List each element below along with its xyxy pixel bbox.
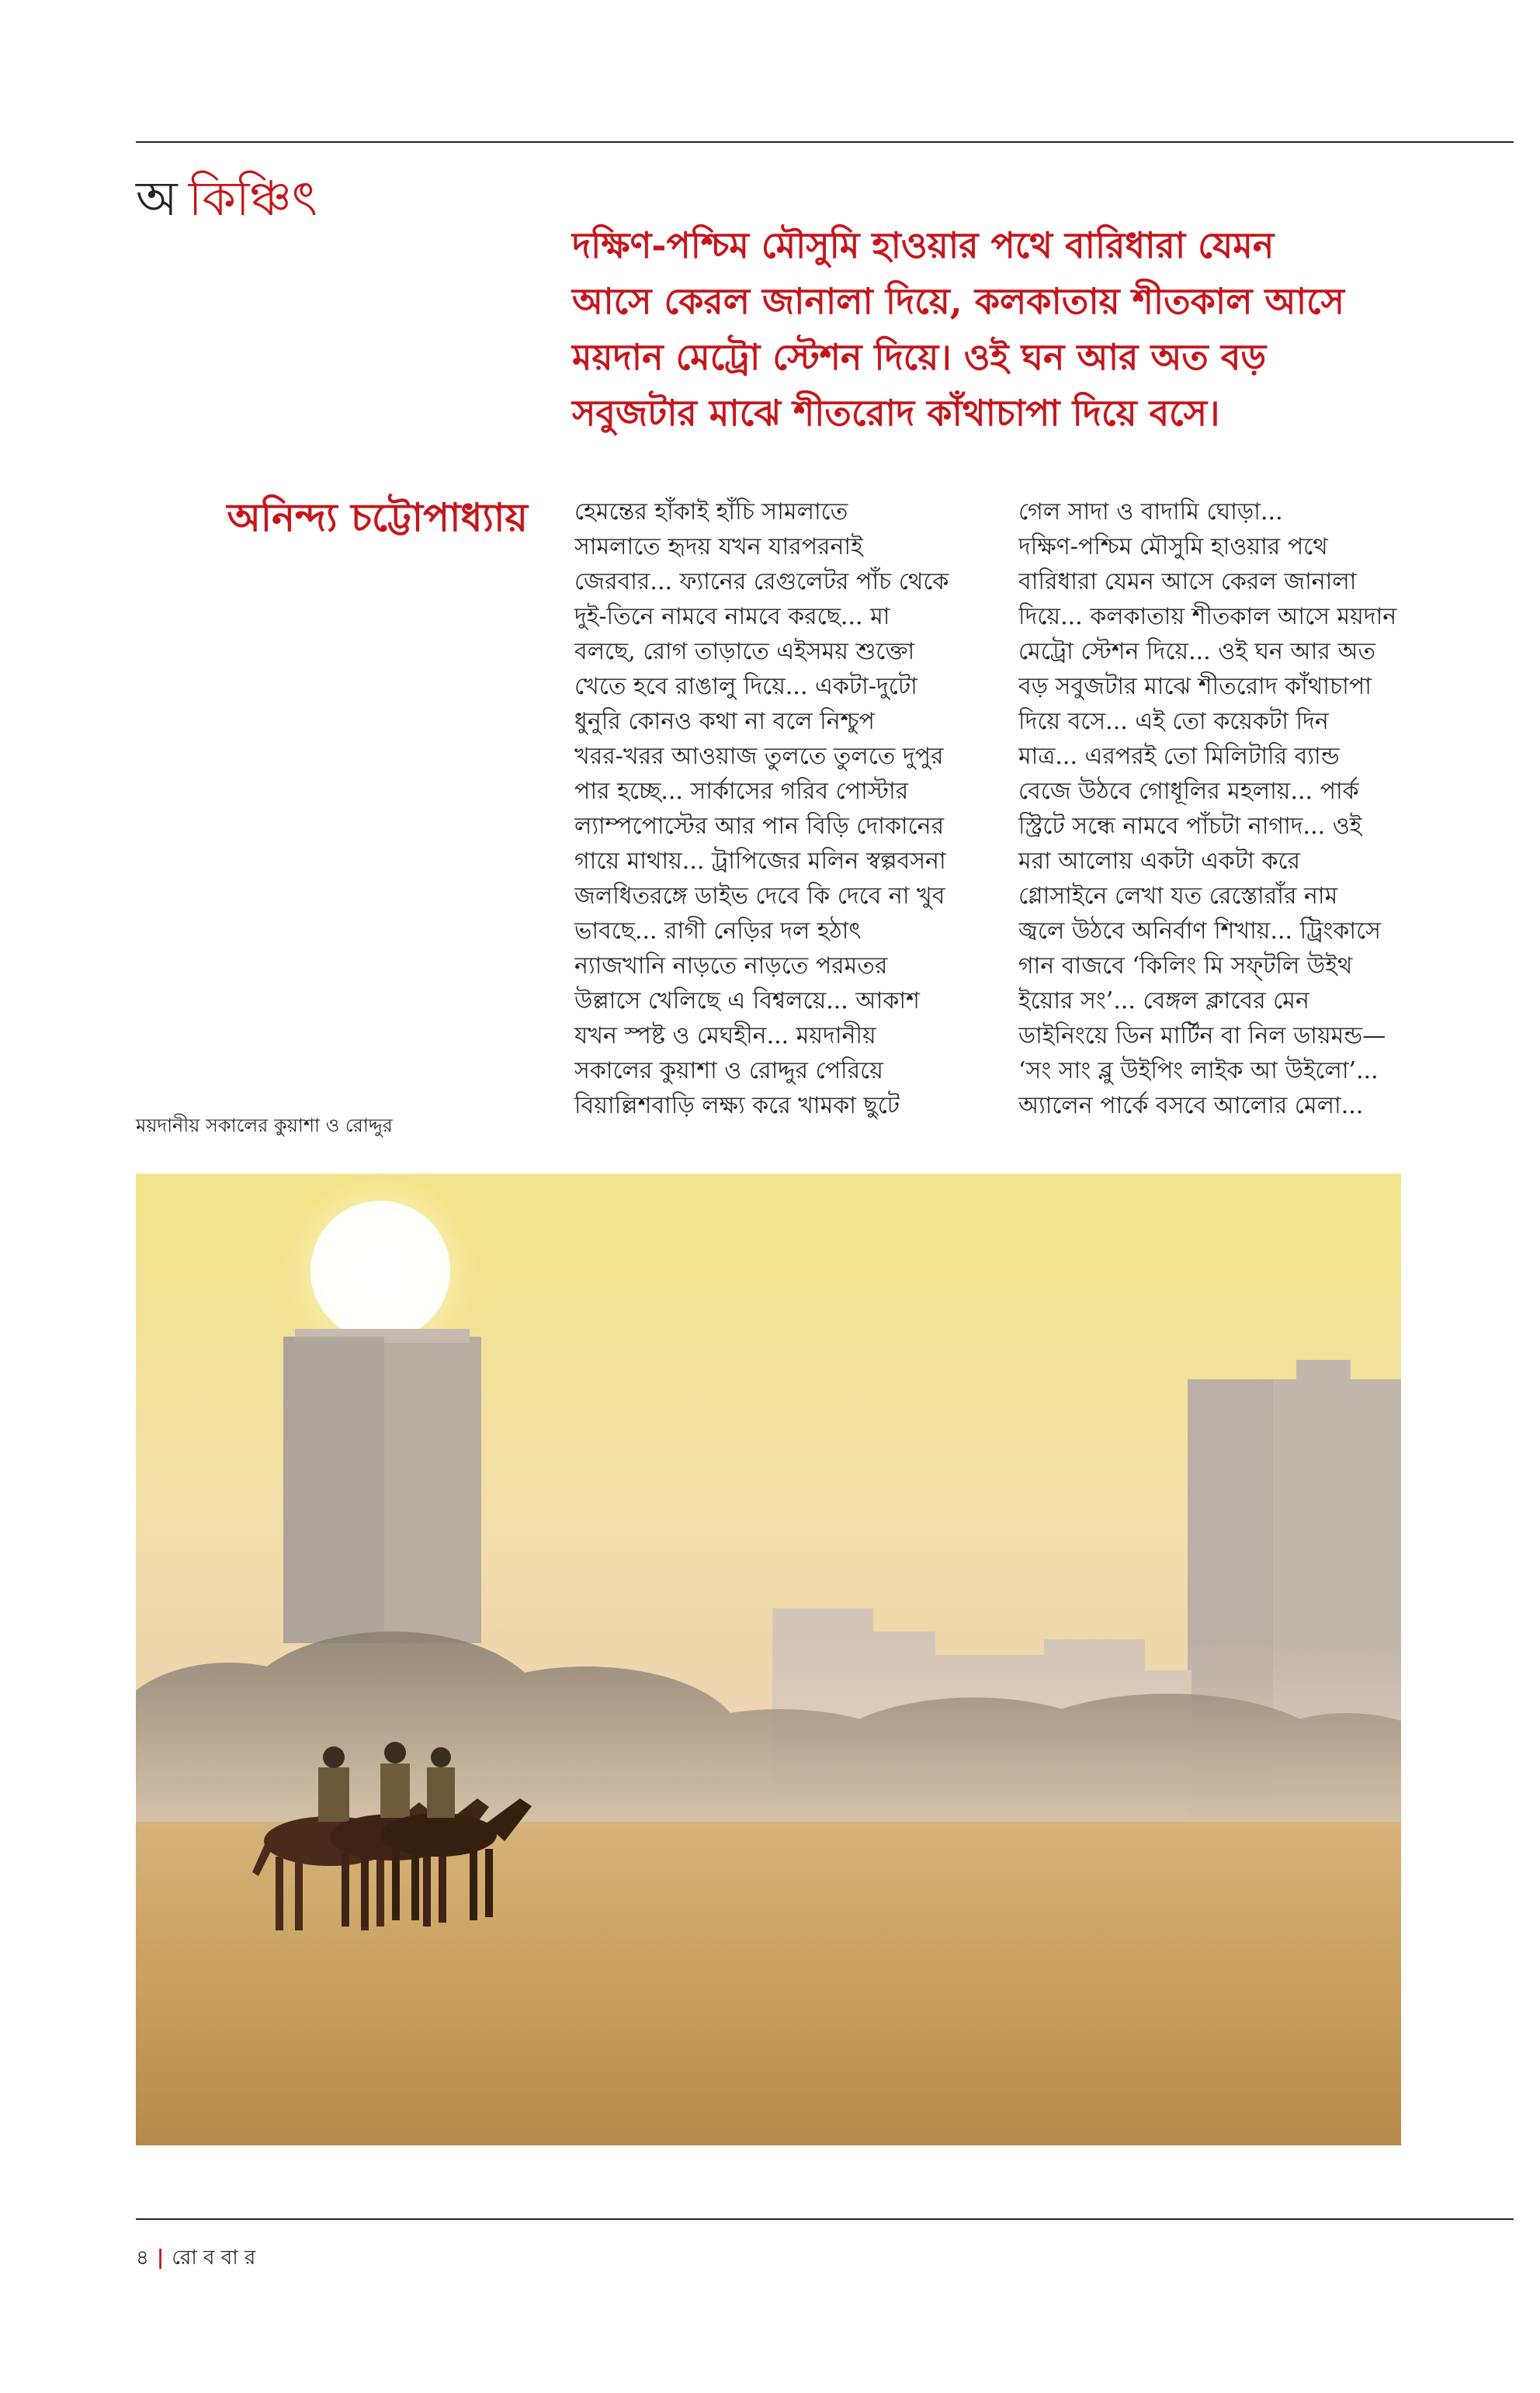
body-line: ডাইনিংয়ে ডিন মার্টিন বা নিল ডায়মন্ড— [1018, 1022, 1386, 1049]
body-line: ল্যাম্পপোস্টের আর পান বিড়ি দোকানের [574, 813, 945, 840]
bottom-rule [136, 2218, 1514, 2220]
body-line: গায়ে মাথায়... ট্রাপিজের মলিন স্বল্পবসনা [574, 848, 946, 875]
body-line: দিয়ে... কলকাতায় শীতকাল আসে ময়দান [1018, 603, 1397, 630]
body-column-2 [1018, 494, 1430, 1123]
body-line: দিয়ে বসে... এই তো কয়েকটা দিন [1018, 708, 1329, 735]
body-line: গ্লোসাইনে লেখা যত রেস্তোরাঁর নাম [1018, 883, 1338, 910]
page-number: ৪ [136, 2246, 149, 2270]
author-byline: অনিন্দ্য চট্টোপাধ্যায় [227, 494, 528, 540]
top-rule [136, 141, 1514, 143]
photo-illustration [136, 1174, 1401, 2145]
body-line: বেজে উঠবে গোধূলির মহলায়... পার্ক [1018, 778, 1359, 805]
magazine-name: রো ব বা র [172, 2246, 256, 2270]
maidan-photo [136, 1174, 1401, 2145]
body-line: হেমন্তের হাঁকাই হাঁচি সামলাতে [574, 498, 848, 525]
body-line: উল্লাসে খেলিছে এ বিশ্বলয়ে... আকাশ [574, 987, 920, 1014]
body-line: বলছে, রোগ তাড়াতে এইসময় শুক্তো [574, 638, 915, 665]
standfirst-line: দক্ষিণ-পশ্চিম মৌসুমি হাওয়ার পথে বারিধারা যেমন [572, 224, 1275, 266]
body-line: ন্যাজখানি নাড়তে নাড়তে পরমতর [574, 952, 888, 980]
body-line: সামলাতে হৃদয় যখন যারপরনাই [574, 533, 863, 560]
body-line: মরা আলোয় একটা একটা করে [1018, 848, 1301, 875]
body-line: ইয়োর সং’... বেঙ্গল ক্লাবের মেন [1018, 987, 1309, 1014]
body-line: ভাবছে... রাগী নেড়ির দল হঠাৎ [574, 917, 862, 945]
body-line: গেল সাদা ও বাদামি ঘোড়া... [1018, 498, 1283, 525]
body-line: পার হচ্ছে... সার্কাসের গরিব পোস্টার [574, 778, 909, 805]
body-column-1 [574, 494, 986, 1123]
standfirst-line: আসে কেরল জানালা দিয়ে, কলকাতায় শীতকাল আসে [572, 280, 1345, 322]
body-line: স্ট্রিটে সন্ধে নামবে পাঁচটা নাগাদ... ওই [1018, 813, 1362, 840]
standfirst-line: ময়দান মেট্রো স্টেশন দিয়ে। ওই ঘন আর অত বড় [572, 336, 1267, 378]
body-line: মাত্র... এরপরই তো মিলিটারি ব্যান্ড [1018, 743, 1340, 770]
body-line: দুই-তিনে নামবে নামবে করছে... মা [574, 603, 890, 630]
body-line: বিয়াল্লিশবাড়ি লক্ষ্য করে খামকা ছুটে [574, 1092, 900, 1119]
field [136, 1822, 1401, 2145]
body-line: ‘সং সাং ব্লু উইপিং লাইক আ উইলো’... [1018, 1057, 1379, 1084]
standfirst-line: সবুজটার মাঝে শীতরোদ কাঁথাচাপা দিয়ে বসে। [572, 392, 1220, 434]
body-line: জ্বলে উঠবে অনির্বাণ শিখায়... ট্রিংকাসে [1018, 917, 1381, 945]
photo-caption: ময়দানীয় সকালের কুয়াশা ও রোদ্দুর [136, 1115, 393, 1136]
section-prefix: অ [136, 170, 178, 227]
body-line: বড় সবুজটার মাঝে শীতরোদ কাঁথাচাপা [1018, 673, 1372, 700]
section-header [136, 170, 317, 227]
body-line: অ্যালেন পার্কে বসবে আলোর মেলা... [1018, 1092, 1364, 1119]
sun [310, 1201, 450, 1340]
body-line: গান বাজবে ‘কিলিং মি সফ্‌টলি উইথ [1018, 952, 1353, 980]
body-line: জলধিতরঙ্গে ডাইভ দেবে কি দেবে না খুব [574, 883, 945, 910]
section-title: কিঞ্চিৎ [188, 170, 317, 227]
body-line: সকালের কুয়াশা ও রোদ্দুর পেরিয়ে [574, 1057, 883, 1084]
body-line: ধুনুরি কোনও কথা না বলে নিশ্চুপ [574, 708, 875, 735]
body-line: জেরবার... ফ্যানের রেগুলেটর পাঁচ থেকে [574, 568, 949, 595]
standfirst [572, 217, 1395, 441]
page-folio [136, 2242, 255, 2276]
body-line: যখন স্পষ্ট ও মেঘহীন... ময়দানীয় [574, 1022, 876, 1049]
body-line: খেতে হবে রাঙালু দিয়ে... একটা-দুটো [574, 673, 917, 700]
body-line: দক্ষিণ-পশ্চিম মৌসুমি হাওয়ার পথে [1018, 533, 1328, 560]
body-line: বারিধারা যেমন আসে কেরল জানালা [1018, 568, 1357, 595]
body-line: খরর-খরর আওয়াজ তুলতে তুলতে দুপুর [574, 743, 944, 770]
left-tower [283, 1329, 481, 1643]
body-line: মেট্রো স্টেশন দিয়ে... ওই ঘন আর অত [1018, 638, 1375, 665]
folio-separator: | [156, 2246, 165, 2270]
